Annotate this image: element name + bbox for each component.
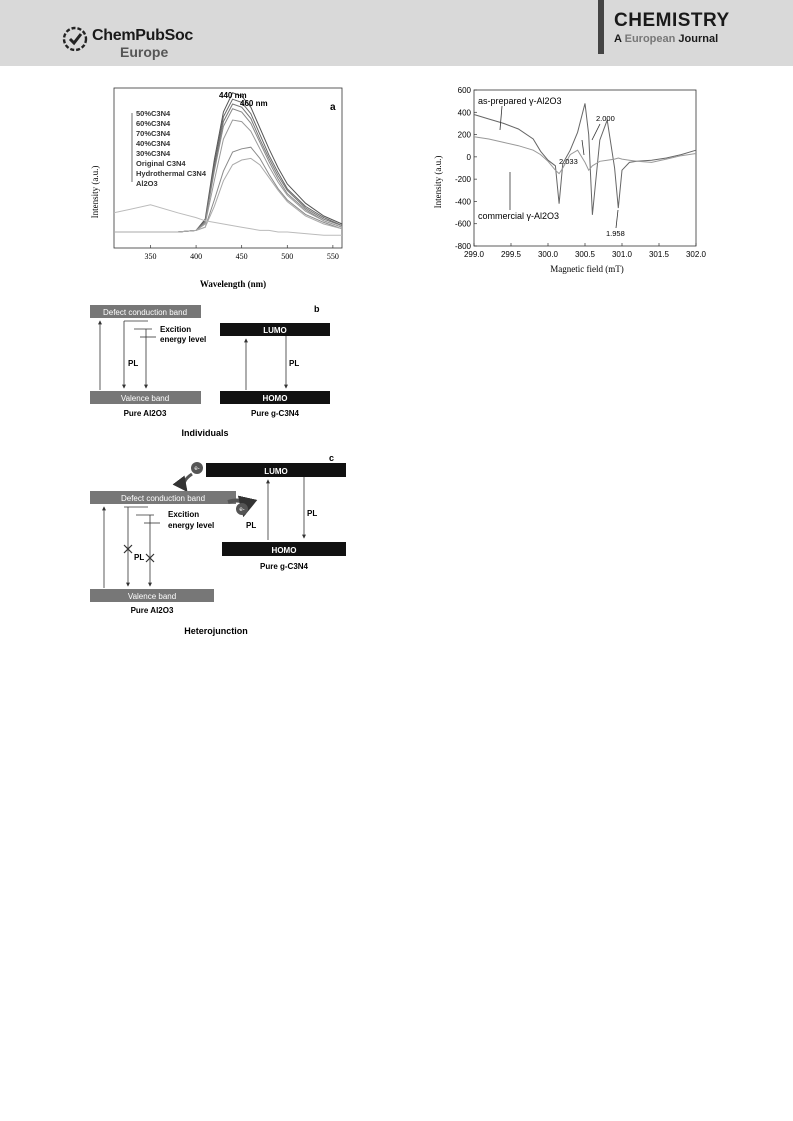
journal-sub-b: European <box>624 33 676 45</box>
band-diagram-individuals <box>88 302 350 442</box>
defect-band-label: Defect conduction band <box>102 308 188 317</box>
epr-xtick-label: 300.5 <box>574 250 596 259</box>
epr-ytick-label: -800 <box>454 242 471 251</box>
legend-entry: 40%C3N4 <box>136 139 171 148</box>
epr-chart <box>432 82 712 282</box>
pl-label-c-al: PL <box>134 553 145 562</box>
panel-a-xtick-label: 450 <box>235 252 248 261</box>
epr-ytick-label: 400 <box>457 108 471 118</box>
caption-pure-al2o3-c: Pure Al2O3 <box>130 606 174 615</box>
valence-band-label-c: Valence band <box>127 592 177 601</box>
epr-xtick-label: 301.0 <box>611 250 633 259</box>
epr-xlabel: Magnetic field (mT) <box>550 264 624 274</box>
journal-bar <box>598 0 604 54</box>
publisher-name: ChemPubSoc <box>92 27 194 44</box>
caption-pure-al2o3: Pure Al2O3 <box>123 409 167 418</box>
epr-ytick-label: -600 <box>454 219 471 229</box>
epr-xtick-label: 301.5 <box>648 250 670 259</box>
valence-band-label: Valence band <box>120 394 170 403</box>
panel-c-label: c <box>329 453 335 463</box>
epr-xtick-label: 299.5 <box>500 250 522 259</box>
epr-ytick-label: -400 <box>454 197 471 207</box>
epr-series-line <box>474 103 696 214</box>
g-value-1958: 1.958 <box>606 229 625 238</box>
homo-label-c: HOMO <box>271 546 297 555</box>
epr-ytick-label: -200 <box>454 175 471 185</box>
individuals-title: Individuals <box>181 428 229 438</box>
epr-ytick-label: 200 <box>457 130 471 140</box>
lumo-label: LUMO <box>263 326 287 335</box>
as-prepared-pointer <box>500 106 502 130</box>
panel-a-xtick-label: 500 <box>281 252 294 261</box>
legend-entry: 30%C3N4 <box>136 149 171 158</box>
legend-entry: Al2O3 <box>136 179 158 188</box>
pl-spectra-chart <box>88 82 350 294</box>
series-label-as-prepared: as-prepared γ-Al2O3 <box>478 96 562 106</box>
epr-xtick-label: 302.0 <box>685 250 707 259</box>
epr-xtick-label: 299.0 <box>463 250 485 259</box>
pointer-1958 <box>616 210 618 228</box>
series-label-commercial: commercial γ-Al2O3 <box>478 211 560 221</box>
legend-entry: Hydrothermal C3N4 <box>136 169 207 178</box>
electron-label-1: e- <box>194 466 200 472</box>
homo-label: HOMO <box>262 394 288 403</box>
legend-entry: Original C3N4 <box>136 159 186 168</box>
pl-label-al: PL <box>128 359 139 368</box>
lumo-label-c: LUMO <box>264 467 288 476</box>
pl-label-cn: PL <box>289 359 300 368</box>
epr-plot-frame <box>474 90 696 246</box>
publisher-sub: Europe <box>120 44 169 60</box>
peak-label-440: 440 nm <box>219 91 247 100</box>
exciton-label-1: Excition <box>160 325 192 334</box>
journal-subtitle <box>614 33 718 45</box>
g-value-2000: 2.000 <box>596 114 615 123</box>
pl-label-c-transfer: PL <box>246 521 257 530</box>
panel-a-ylabel: Intensity (a.u.) <box>90 165 100 219</box>
panel-a-xtick-label: 550 <box>326 252 339 261</box>
band-diagram-heterojunction <box>88 450 350 640</box>
caption-pure-gc3n4: Pure g-C3N4 <box>250 409 300 418</box>
chempubsoc-logo-icon <box>62 26 88 52</box>
epr-ytick-label: 600 <box>457 86 471 95</box>
journal-sub-c: Journal <box>678 33 719 45</box>
epr-xtick-label: 300.0 <box>537 250 559 259</box>
electron-label-2: e- <box>239 507 245 513</box>
electron-transfer-arrow-1 <box>184 474 192 490</box>
legend-entry: 60%C3N4 <box>136 119 171 128</box>
epr-ylabel: Intensity (a.u.) <box>433 155 443 209</box>
g-value-2033: 2.033 <box>559 157 578 166</box>
defect-band-label-c: Defect conduction band <box>120 494 206 503</box>
panel-a-xtick-label: 400 <box>190 252 203 261</box>
epr-ytick-label: 0 <box>466 152 471 162</box>
pointer-2000 <box>592 124 600 140</box>
epr-series-line <box>474 137 696 174</box>
heterojunction-title: Heterojunction <box>184 626 248 636</box>
exciton-label-c1: Excition <box>168 510 200 519</box>
panel-a-xlabel: Wavelength (nm) <box>199 279 267 289</box>
page-header <box>0 0 793 66</box>
caption-pure-gc3n4-c: Pure g-C3N4 <box>259 562 309 571</box>
journal-name: CHEMISTRY <box>614 10 730 31</box>
pointer-2033 <box>582 140 584 155</box>
panel-b-label: b <box>314 304 320 314</box>
panel-a-label: a <box>330 102 336 113</box>
exciton-label-2: energy level <box>160 335 207 344</box>
legend-entry: 70%C3N4 <box>136 129 171 138</box>
legend-entry: 50%C3N4 <box>136 109 171 118</box>
exciton-label-c2: energy level <box>168 521 215 530</box>
journal-sub-a: A <box>614 33 622 45</box>
peak-label-460: 460 nm <box>240 99 268 108</box>
panel-a-xtick-label: 350 <box>144 252 157 261</box>
pl-label-c-cn: PL <box>307 509 318 518</box>
